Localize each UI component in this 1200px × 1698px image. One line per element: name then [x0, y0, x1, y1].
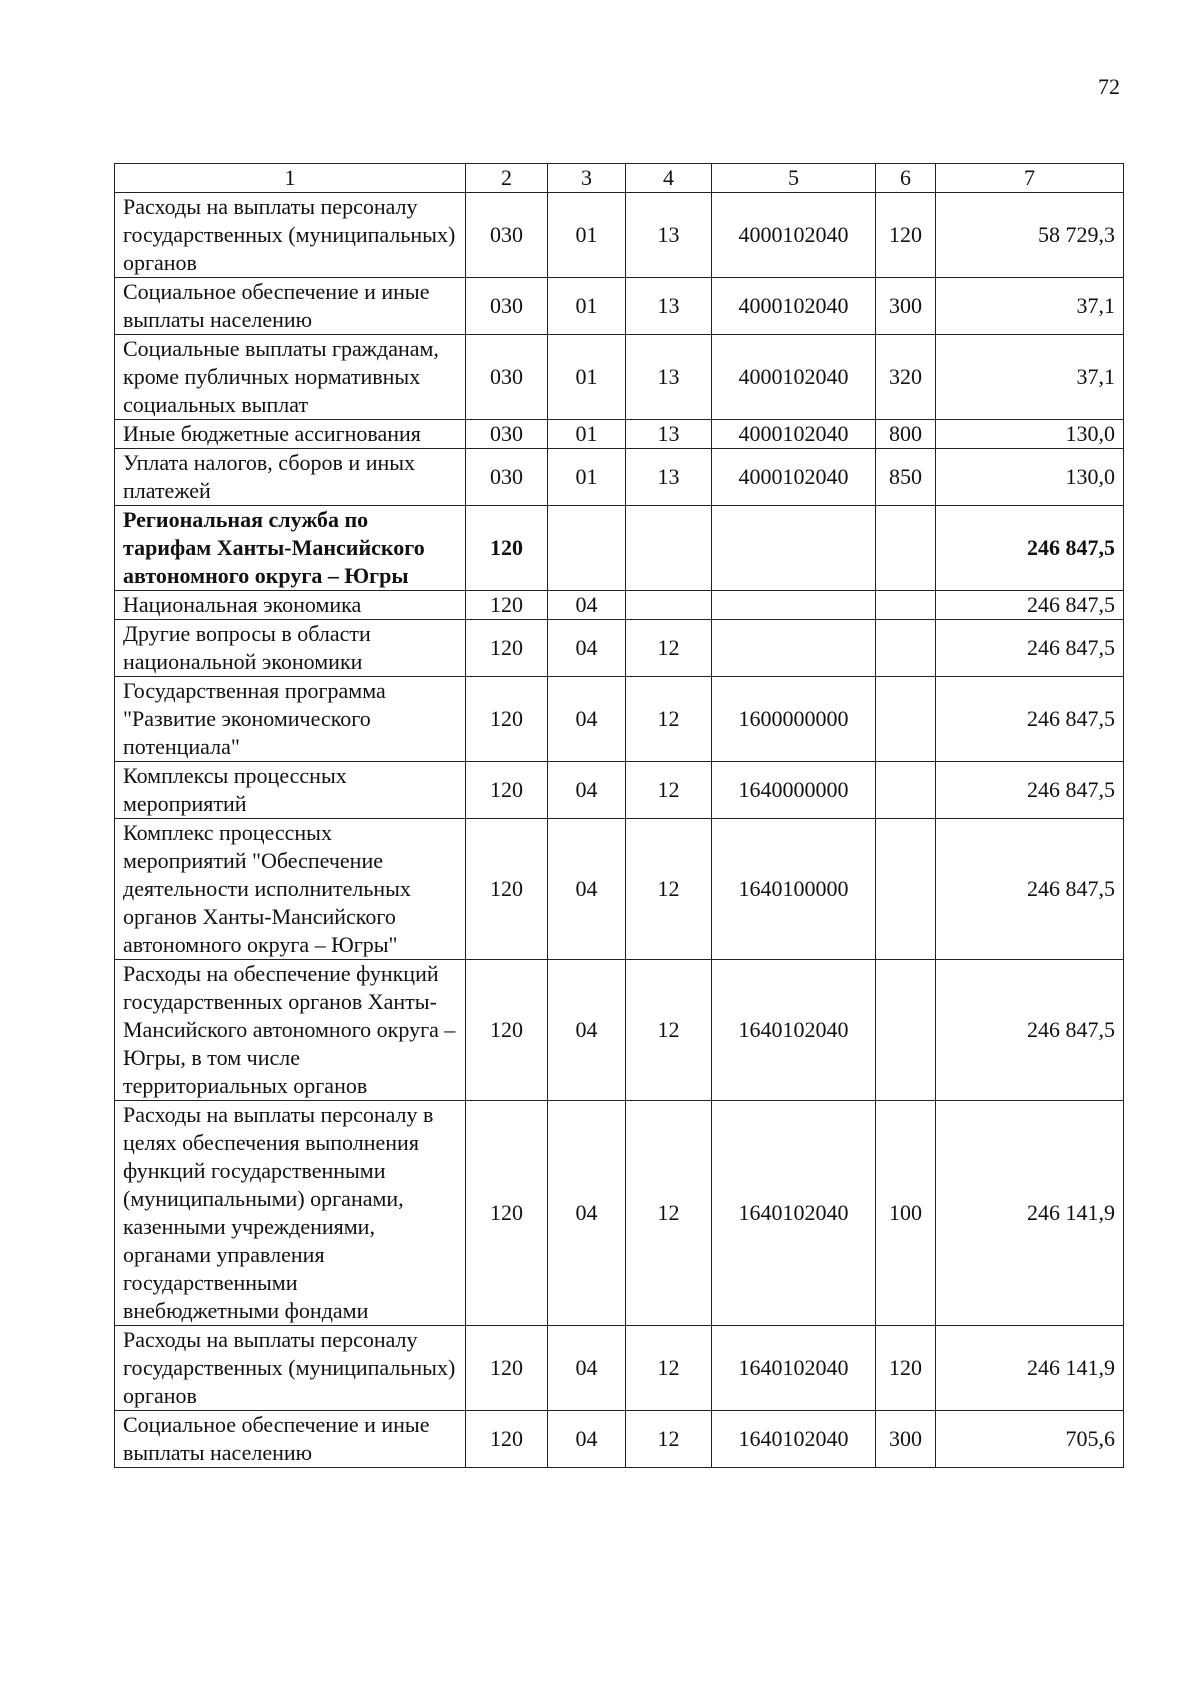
table-row [115, 193, 1124, 278]
amount-cell: 130,0 [936, 420, 1124, 449]
target-article-cell: 4000102040 [712, 193, 876, 278]
subsection-code-cell: 12 [626, 620, 712, 677]
target-article-cell: 4000102040 [712, 278, 876, 335]
table-row [115, 591, 1124, 620]
row-name-cell: Расходы на обеспечение функций государственных органов Ханты-Мансийского автономного округа – Югры, в том числе территориальных органов [115, 960, 466, 1101]
row-name-cell: Государственная программа "Развитие экономического потенциала" [115, 677, 466, 762]
subsection-code-cell: 13 [626, 278, 712, 335]
ministry-code-cell: 120 [466, 960, 548, 1101]
expense-type-cell: 100 [876, 1101, 936, 1326]
subsection-code-cell [626, 506, 712, 591]
table-row [115, 278, 1124, 335]
target-article-cell: 1600000000 [712, 677, 876, 762]
column-header: 2 [466, 164, 548, 193]
budget-table [114, 163, 1124, 1468]
section-code-cell: 01 [548, 278, 626, 335]
expense-type-cell [876, 819, 936, 960]
page-number: 72 [1098, 74, 1120, 99]
target-article-cell: 1640102040 [712, 1326, 876, 1411]
table-header-row [115, 164, 1124, 193]
table-row [115, 819, 1124, 960]
column-header: 1 [115, 164, 466, 193]
ministry-code-cell: 030 [466, 193, 548, 278]
amount-cell: 37,1 [936, 335, 1124, 420]
section-code-cell: 04 [548, 1326, 626, 1411]
expense-type-cell: 850 [876, 449, 936, 506]
expense-type-cell: 300 [876, 1411, 936, 1468]
table-row [115, 506, 1124, 591]
expense-type-cell [876, 506, 936, 591]
subsection-code-cell: 12 [626, 960, 712, 1101]
table-row [115, 620, 1124, 677]
amount-cell: 246 847,5 [936, 506, 1124, 591]
subsection-code-cell: 12 [626, 1411, 712, 1468]
expense-type-cell [876, 960, 936, 1101]
section-code-cell: 04 [548, 819, 626, 960]
table-row [115, 449, 1124, 506]
amount-cell: 246 847,5 [936, 819, 1124, 960]
amount-cell: 246 847,5 [936, 591, 1124, 620]
ministry-code-cell: 030 [466, 335, 548, 420]
target-article-cell: 1640102040 [712, 960, 876, 1101]
ministry-code-cell: 120 [466, 762, 548, 819]
row-name-cell: Социальное обеспечение и иные выплаты населению [115, 1411, 466, 1468]
column-header: 4 [626, 164, 712, 193]
target-article-cell [712, 506, 876, 591]
section-code-cell: 01 [548, 449, 626, 506]
section-code-cell: 04 [548, 591, 626, 620]
table-row [115, 1326, 1124, 1411]
section-code-cell: 01 [548, 193, 626, 278]
row-name-cell: Другие вопросы в области национальной экономики [115, 620, 466, 677]
row-name-cell: Расходы на выплаты персоналу государственных (муниципальных) органов [115, 193, 466, 278]
row-name-cell: Социальное обеспечение и иные выплаты населению [115, 278, 466, 335]
expense-type-cell: 120 [876, 193, 936, 278]
table-row [115, 762, 1124, 819]
amount-cell: 246 141,9 [936, 1326, 1124, 1411]
ministry-code-cell: 120 [466, 1326, 548, 1411]
subsection-code-cell: 12 [626, 677, 712, 762]
column-header: 6 [876, 164, 936, 193]
target-article-cell: 4000102040 [712, 335, 876, 420]
target-article-cell: 4000102040 [712, 449, 876, 506]
section-code-cell: 04 [548, 1411, 626, 1468]
target-article-cell [712, 591, 876, 620]
row-name-cell: Расходы на выплаты персоналу государственных (муниципальных) органов [115, 1326, 466, 1411]
amount-cell: 37,1 [936, 278, 1124, 335]
expense-type-cell [876, 762, 936, 819]
expense-type-cell [876, 620, 936, 677]
column-header: 3 [548, 164, 626, 193]
table-row [115, 1101, 1124, 1326]
subsection-code-cell: 12 [626, 1101, 712, 1326]
subsection-code-cell: 13 [626, 420, 712, 449]
amount-cell: 705,6 [936, 1411, 1124, 1468]
amount-cell: 246 847,5 [936, 960, 1124, 1101]
amount-cell: 58 729,3 [936, 193, 1124, 278]
row-name-cell: Социальные выплаты гражданам, кроме публичных нормативных социальных выплат [115, 335, 466, 420]
amount-cell: 246 847,5 [936, 620, 1124, 677]
table-row [115, 960, 1124, 1101]
ministry-code-cell: 120 [466, 1411, 548, 1468]
target-article-cell: 4000102040 [712, 420, 876, 449]
row-name-cell: Иные бюджетные ассигнования [115, 420, 466, 449]
section-code-cell: 04 [548, 1101, 626, 1326]
section-code-cell: 01 [548, 420, 626, 449]
ministry-code-cell: 030 [466, 278, 548, 335]
ministry-code-cell: 030 [466, 420, 548, 449]
expense-type-cell [876, 677, 936, 762]
target-article-cell: 1640100000 [712, 819, 876, 960]
expense-type-cell: 120 [876, 1326, 936, 1411]
column-header: 5 [712, 164, 876, 193]
subsection-code-cell: 12 [626, 762, 712, 819]
ministry-code-cell: 120 [466, 677, 548, 762]
table-row [115, 420, 1124, 449]
column-header: 7 [936, 164, 1124, 193]
ministry-code-cell: 120 [466, 591, 548, 620]
section-code-cell: 04 [548, 620, 626, 677]
section-code-cell [548, 506, 626, 591]
amount-cell: 246 847,5 [936, 762, 1124, 819]
subsection-code-cell: 13 [626, 193, 712, 278]
table-row [115, 1411, 1124, 1468]
ministry-code-cell: 120 [466, 1101, 548, 1326]
target-article-cell: 1640000000 [712, 762, 876, 819]
target-article-cell: 1640102040 [712, 1411, 876, 1468]
expense-type-cell: 800 [876, 420, 936, 449]
target-article-cell: 1640102040 [712, 1101, 876, 1326]
subsection-code-cell [626, 591, 712, 620]
section-code-cell: 04 [548, 960, 626, 1101]
row-name-cell: Комплексы процессных мероприятий [115, 762, 466, 819]
expense-type-cell [876, 591, 936, 620]
row-name-cell: Уплата налогов, сборов и иных платежей [115, 449, 466, 506]
subsection-code-cell: 12 [626, 1326, 712, 1411]
amount-cell: 130,0 [936, 449, 1124, 506]
subsection-code-cell: 12 [626, 819, 712, 960]
row-name-cell: Региональная служба по тарифам Ханты-Мансийского автономного округа – Югры [115, 506, 466, 591]
subsection-code-cell: 13 [626, 335, 712, 420]
amount-cell: 246 847,5 [936, 677, 1124, 762]
expense-type-cell: 320 [876, 335, 936, 420]
amount-cell: 246 141,9 [936, 1101, 1124, 1326]
row-name-cell: Национальная экономика [115, 591, 466, 620]
section-code-cell: 04 [548, 677, 626, 762]
ministry-code-cell: 120 [466, 819, 548, 960]
subsection-code-cell: 13 [626, 449, 712, 506]
ministry-code-cell: 120 [466, 506, 548, 591]
row-name-cell: Комплекс процессных мероприятий "Обеспечение деятельности исполнительных органов Ханты-Мансийского автономного округа – Югры" [115, 819, 466, 960]
table-row [115, 335, 1124, 420]
target-article-cell [712, 620, 876, 677]
row-name-cell: Расходы на выплаты персоналу в целях обеспечения выполнения функций государственными (муниципальными) органами, казенными учреждениями, органами управления государственными внебюджетными фондами [115, 1101, 466, 1326]
section-code-cell: 04 [548, 762, 626, 819]
expense-type-cell: 300 [876, 278, 936, 335]
ministry-code-cell: 120 [466, 620, 548, 677]
table-row [115, 677, 1124, 762]
section-code-cell: 01 [548, 335, 626, 420]
ministry-code-cell: 030 [466, 449, 548, 506]
